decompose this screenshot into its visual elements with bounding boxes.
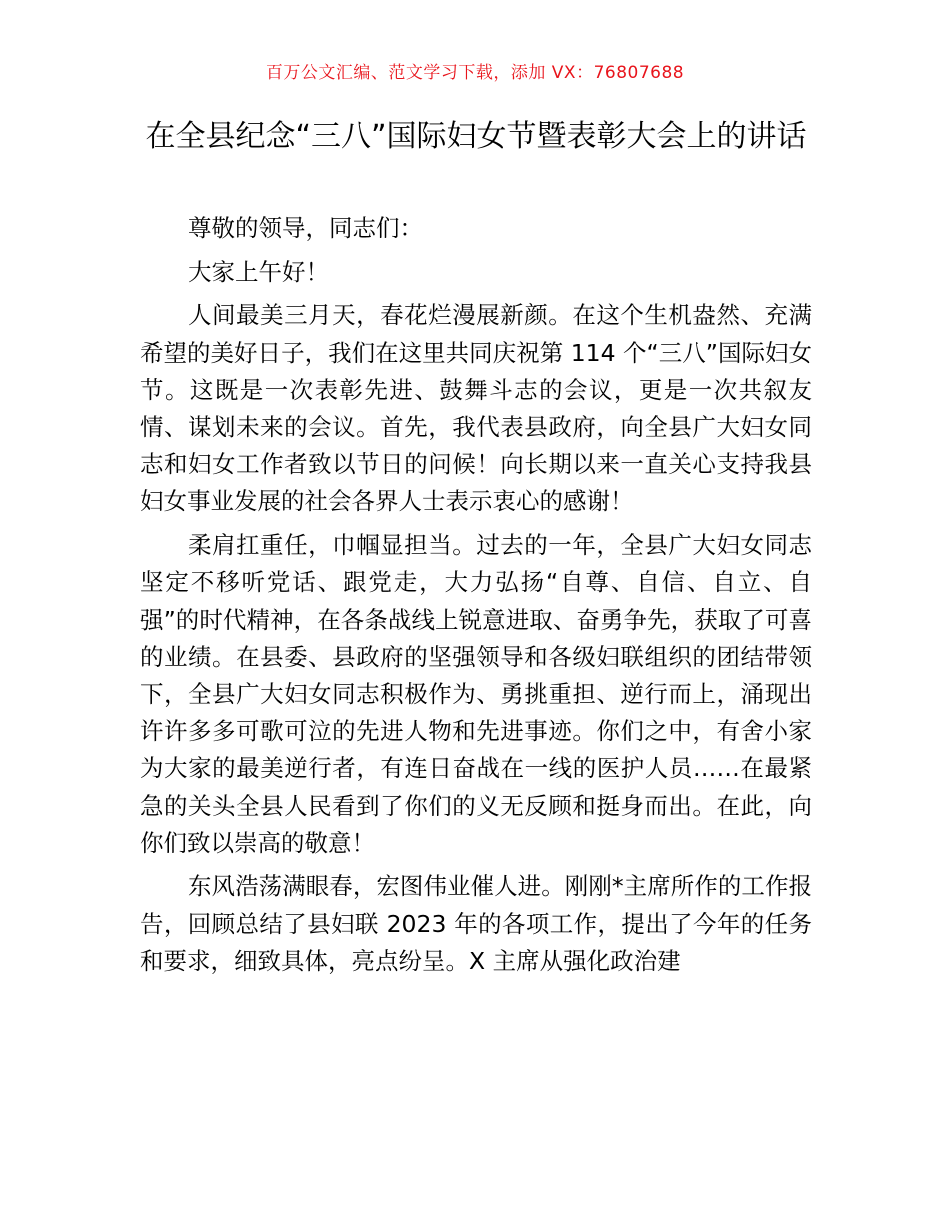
document-body	[140, 210, 812, 987]
greeting: 大家上午好！	[188, 257, 329, 286]
body-paragraph: 人间最美三月天，春花烂漫展新颜。在这个生机盎然、充满希望的美好日子，我们在这里共同庆祝第 114 个“三八”国际妇女节。这既是一次表彰先进、鼓舞斗志的会议，更是一次共叙友情、谋划未来的会议。首先，我代表县政府，向全县广大妇女同志和妇女工作者致以节日的问候！向长期以来一直关心支持我县妇女事业发展的社会各界人士表示衷心的感谢！	[140, 301, 812, 516]
header-note: 百万公文汇编、范文学习下载，添加 VX：76807688	[265, 63, 685, 83]
body-paragraph: 柔肩扛重任，巾帼显担当。过去的一年，全县广大妇女同志坚定不移听党话、跟党走，大力弘扬“自尊、自信、自立、自强”的时代精神，在各条战线上锐意进取、奋勇争先，获取了可喜的业绩。在县委、县政府的坚强领导和各级妇联组织的团结带领下，全县广大妇女同志积极作为、勇挑重担、逆行而上，涌现出许许多多可歌可泣的先进人物和先进事迹。你们之中，有舍小家为大家的最美逆行者，有连日奋战在一线的医护人员……在最紧急的关头全县人民看到了你们的义无反顾和挺身而出。在此，向你们致以崇高的敬意！	[140, 531, 812, 857]
document-title: 在全县纪念“三八”国际妇女节暨表彰大会上的讲话	[145, 119, 807, 154]
salutation: 尊敬的领导，同志们：	[188, 214, 423, 242]
body-paragraph: 东风浩荡满眼春，宏图伟业催人进。刚刚*主席所作的工作报告，回顾总结了县妇联 2023 年的各项工作，提出了今年的任务和要求，细致具体，亮点纷呈。X 主席从强化政治建	[140, 872, 812, 975]
